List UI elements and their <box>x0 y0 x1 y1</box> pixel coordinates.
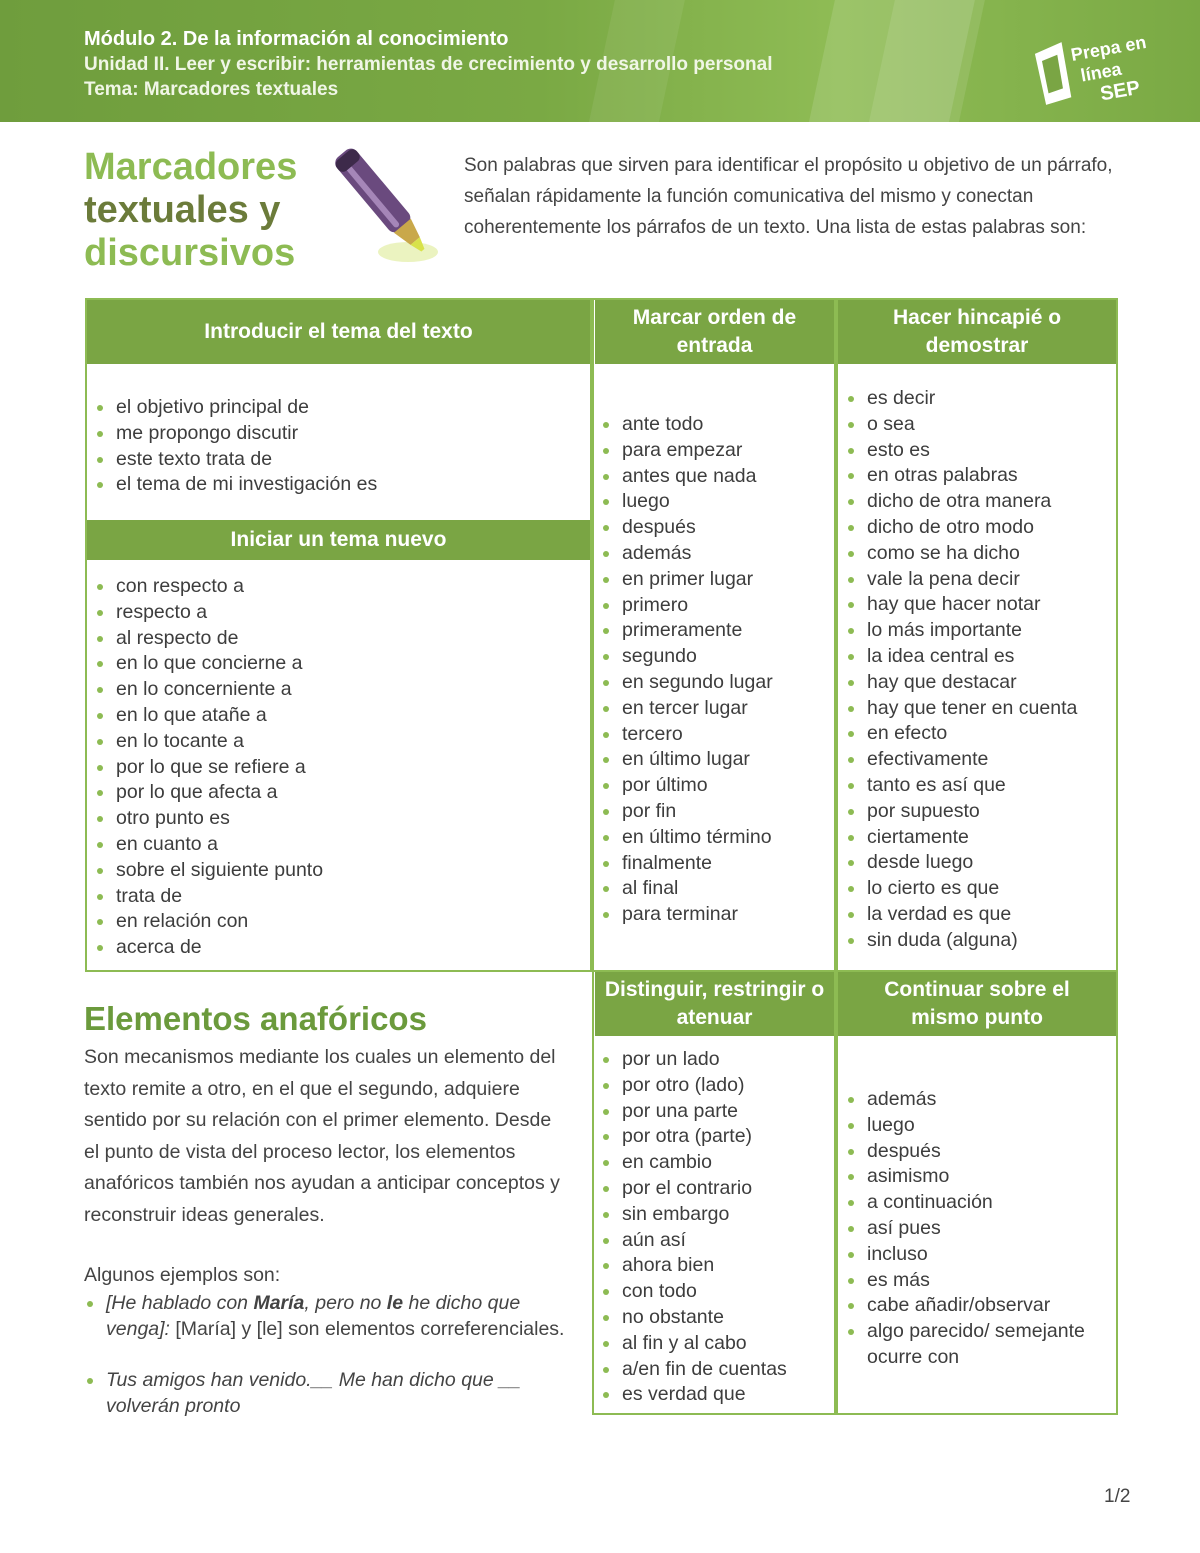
list-item: primeramente <box>600 618 773 644</box>
list-item: no obstante <box>600 1305 787 1331</box>
list-item: aún así <box>600 1228 787 1254</box>
list-item: por otro (lado) <box>600 1073 787 1099</box>
list-item: en efecto <box>845 721 1077 747</box>
list-item: al final <box>600 876 773 902</box>
list-item: efectivamente <box>845 747 1077 773</box>
highlighter-pen-icon <box>330 140 440 275</box>
list-continuar <box>845 1087 1107 1371</box>
list-item: finalmente <box>600 851 773 877</box>
list-item: en relación con <box>94 909 323 935</box>
list-item: a continuación <box>845 1190 1107 1216</box>
list-item: luego <box>845 1113 1107 1139</box>
list-item: además <box>600 541 773 567</box>
header-hincapie: Hacer hincapié o demostrar <box>838 300 1116 364</box>
list-item: o sea <box>845 412 1077 438</box>
list-item: además <box>845 1087 1107 1113</box>
list-item: tanto es así que <box>845 773 1077 799</box>
list-item: es más <box>845 1268 1107 1294</box>
list-item: desde luego <box>845 850 1077 876</box>
list-item: antes que nada <box>600 464 773 490</box>
list-item: con respecto a <box>94 574 323 600</box>
header-introducir: Introducir el tema del texto <box>87 300 590 364</box>
list-item: para terminar <box>600 902 773 928</box>
topic-title: Tema: Marcadores textuales <box>84 79 339 100</box>
list-item: a/en fin de cuentas <box>600 1357 787 1383</box>
list-item: con todo <box>600 1279 787 1305</box>
list-item: dicho de otro modo <box>845 515 1077 541</box>
list-item: la verdad es que <box>845 902 1077 928</box>
header-continuar: Continuar sobre el mismo punto <box>838 972 1116 1036</box>
list-item: otro punto es <box>94 806 323 832</box>
list-item: después <box>845 1139 1107 1165</box>
list-item: cabe añadir/observar <box>845 1293 1107 1319</box>
list-item: sin duda (alguna) <box>845 928 1077 954</box>
section-title-anaforicos: Elementos anafóricos <box>84 1000 427 1037</box>
list-item: por otra (parte) <box>600 1124 787 1150</box>
list-item: primero <box>600 593 773 619</box>
list-item: por supuesto <box>845 799 1077 825</box>
list-item: sin embargo <box>600 1202 787 1228</box>
list-item: ahora bien <box>600 1253 787 1279</box>
list-item: así pues <box>845 1216 1107 1242</box>
list-item: lo cierto es que <box>845 876 1077 902</box>
anaforicos-paragraph: Son mecanismos mediante los cuales un elemento del texto remite a otro, en el que el segundo, adquiere sentido por su relación con el primer elemento. Desde el punto de vista del proceso lector, los elementos anafóricos también nos ayudan a anticipar conceptos y reconstruir ideas generales. <box>84 1046 560 1226</box>
list-item: me propongo discutir <box>94 421 377 447</box>
header-orden: Marcar orden de entrada <box>595 300 834 364</box>
list-item: este texto trata de <box>94 447 377 473</box>
list-item: por último <box>600 773 773 799</box>
list-item: acerca de <box>94 935 323 961</box>
list-item: por un lado <box>600 1047 787 1073</box>
list-item: la idea central es <box>845 644 1077 670</box>
list-item: dicho de otra manera <box>845 489 1077 515</box>
svg-text:Prepa en: Prepa en <box>1069 31 1148 65</box>
list-item: es verdad que <box>600 1382 787 1408</box>
list-item: segundo <box>600 644 773 670</box>
list-item: algo parecido/ semejante ocurre con <box>845 1319 1107 1371</box>
list-item: el objetivo principal de <box>94 395 377 421</box>
list-item: en primer lugar <box>600 567 773 593</box>
page-number: 1/2 <box>1104 1486 1131 1507</box>
svg-text:línea: línea <box>1079 58 1123 86</box>
list-item: por lo que se refiere a <box>94 755 323 781</box>
list-item: ciertamente <box>845 825 1077 851</box>
example-2: Tus amigos han venido.__ Me han dicho que __ volverán pronto <box>84 1368 574 1419</box>
list-item: como se ha dicho <box>845 541 1077 567</box>
list-item: es decir <box>845 386 1077 412</box>
list-item: esto es <box>845 438 1077 464</box>
list-iniciar <box>94 574 323 961</box>
list-item: en último lugar <box>600 747 773 773</box>
list-item: al fin y al cabo <box>600 1331 787 1357</box>
list-item: en lo tocante a <box>94 729 323 755</box>
list-item: hay que destacar <box>845 670 1077 696</box>
module-title: Módulo 2. De la información al conocimiento <box>84 28 509 50</box>
list-orden <box>600 412 773 928</box>
unit-title: Unidad II. Leer y escribir: herramientas de crecimiento y desarrollo personal <box>84 54 773 75</box>
list-item: incluso <box>845 1242 1107 1268</box>
list-item: lo más importante <box>845 618 1077 644</box>
list-item: el tema de mi investigación es <box>94 472 377 498</box>
list-item: por lo que afecta a <box>94 780 323 806</box>
header-distinguir: Distinguir, restringir o atenuar <box>595 972 834 1036</box>
list-item: respecto a <box>94 600 323 626</box>
list-item: hay que hacer notar <box>845 592 1077 618</box>
example-1: [He hablado con María, pero no le he dicho que venga]: [María] y [le] son elementos correferenciales. <box>84 1291 584 1342</box>
list-item: por una parte <box>600 1099 787 1125</box>
list-hincapie <box>845 386 1077 954</box>
list-introducir <box>94 395 377 498</box>
list-item: asimismo <box>845 1164 1107 1190</box>
list-item: en último término <box>600 825 773 851</box>
list-item: sobre el siguiente punto <box>94 858 323 884</box>
list-item: en tercer lugar <box>600 696 773 722</box>
intro-paragraph: Son palabras que sirven para identificar el propósito u objetivo de un párrafo, señalan rápidamente la función comunicativa del mismo y conectan coherentemente los párrafos de un texto. Una lista de estas palabras son: <box>464 155 1113 238</box>
prepa-en-linea-logo <box>1030 30 1150 110</box>
list-item: trata de <box>94 884 323 910</box>
header-iniciar: Iniciar un tema nuevo <box>87 520 590 560</box>
list-item: hay que tener en cuenta <box>845 696 1077 722</box>
list-item: en cuanto a <box>94 832 323 858</box>
list-item: por fin <box>600 799 773 825</box>
list-item: después <box>600 515 773 541</box>
list-item: para empezar <box>600 438 773 464</box>
svg-text:SEP: SEP <box>1098 76 1142 106</box>
list-item: vale la pena decir <box>845 567 1077 593</box>
list-item: en lo que concierne a <box>94 651 323 677</box>
list-item: en cambio <box>600 1150 787 1176</box>
list-item: tercero <box>600 722 773 748</box>
main-title: Marcadores textuales y discursivos <box>84 146 298 274</box>
list-item: al respecto de <box>94 626 323 652</box>
page-header <box>0 0 1200 122</box>
list-item: en lo concerniente a <box>94 677 323 703</box>
list-item: en otras palabras <box>845 463 1077 489</box>
list-item: por el contrario <box>600 1176 787 1202</box>
list-item: en lo que atañe a <box>94 703 323 729</box>
list-item: en segundo lugar <box>600 670 773 696</box>
list-item: luego <box>600 489 773 515</box>
list-distinguir <box>600 1047 787 1408</box>
examples-subtitle: Algunos ejemplos son: <box>84 1264 281 1286</box>
list-item: ante todo <box>600 412 773 438</box>
